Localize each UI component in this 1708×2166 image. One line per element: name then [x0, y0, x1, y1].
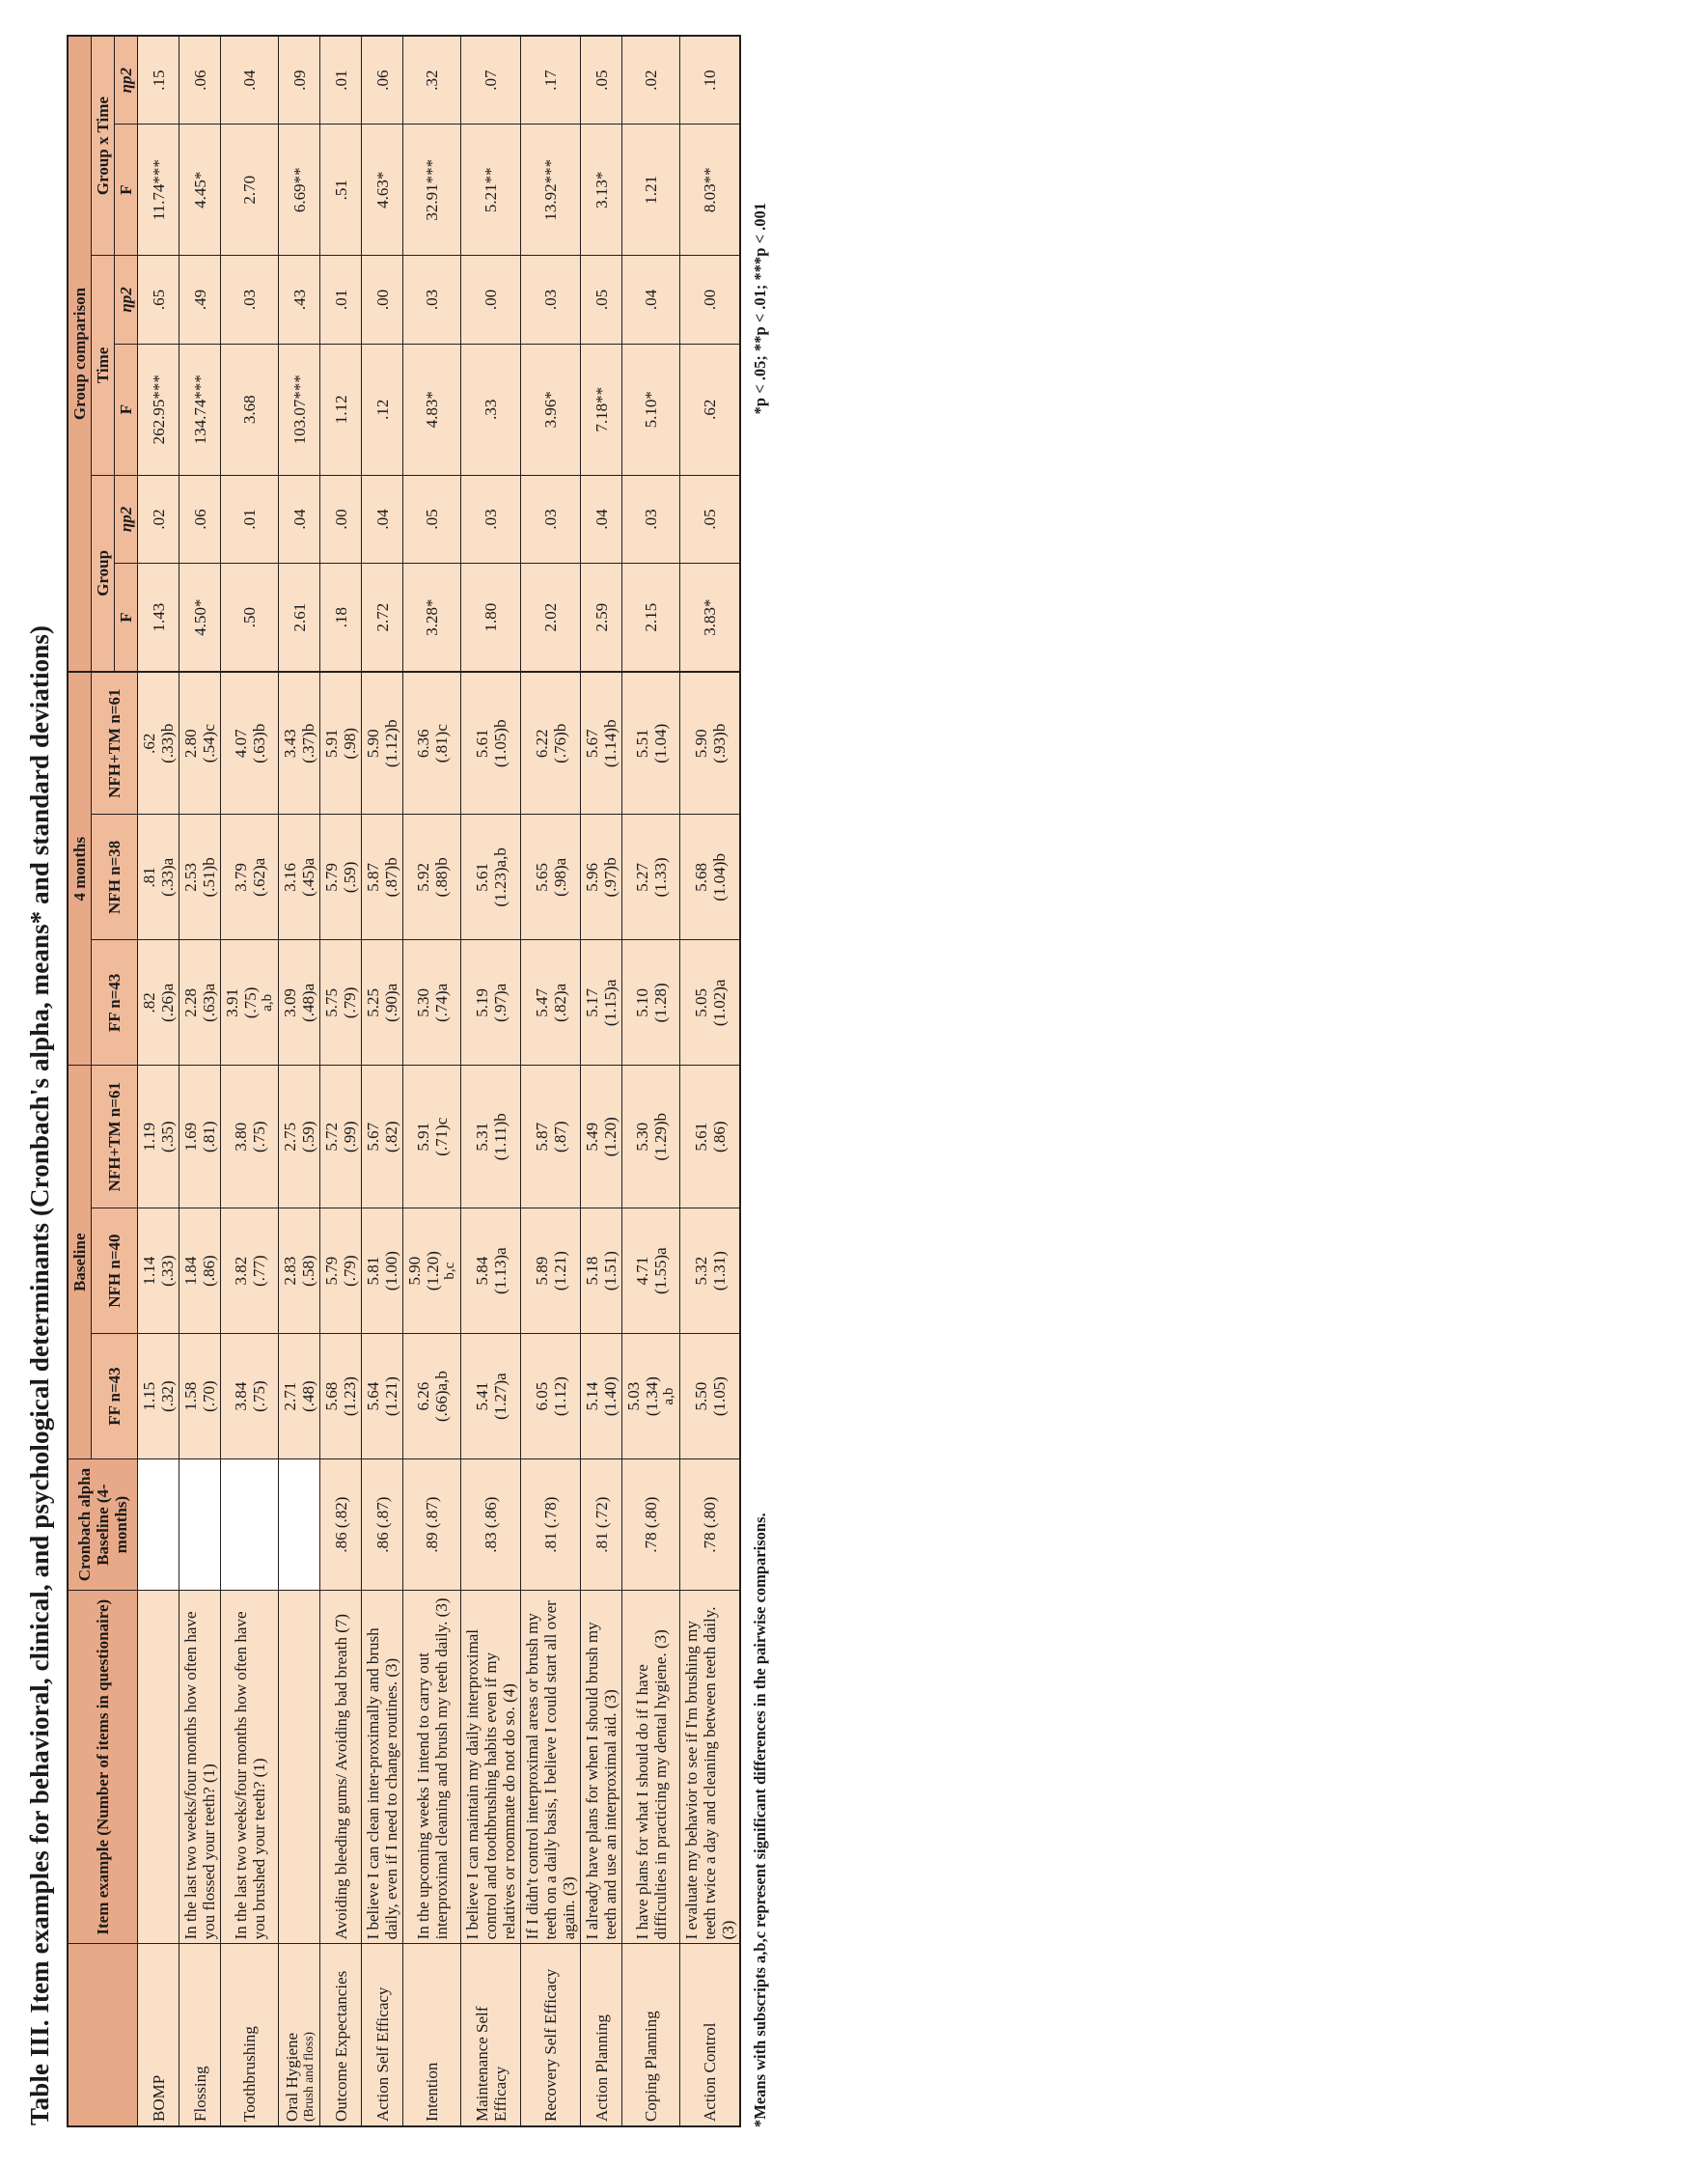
row-cronbach: .78 (.80) — [622, 1459, 680, 1591]
header-4months-ff: FF n=43 — [92, 940, 138, 1066]
cell-time-eta: .03 — [221, 256, 279, 345]
row-cronbach — [221, 1459, 279, 1591]
cell-gxt-eta: .17 — [521, 36, 581, 125]
cell-group-f: 2.61 — [279, 564, 320, 672]
cell-4months-nfh: .81 (.33)a — [138, 815, 179, 940]
row-label-text: Recovery Self Efficacy — [541, 1968, 561, 2122]
cell-gxt-f: 1.21 — [622, 125, 680, 256]
row-label-text: BOMP — [149, 2074, 168, 2122]
cell-4months-nfh: 5.87 (.87)b — [362, 815, 403, 940]
cell-4months-ff: 5.25 (.90)a — [362, 940, 403, 1066]
cell-4months-nfh: 5.79 (.59) — [320, 815, 362, 940]
cell-time-eta: .04 — [622, 256, 680, 345]
cell-4months-nfh: 5.96 (.97)b — [581, 815, 622, 940]
cell-group-f: 3.28* — [403, 564, 461, 672]
table-row — [403, 36, 461, 2126]
row-label-text: Maintenance Self Efficacy — [472, 2006, 510, 2122]
cell-time-f: 7.18** — [581, 344, 622, 475]
cell-baseline-nfh: 5.84 (1.13)a — [461, 1208, 521, 1334]
cell-4months-nfhtm: 5.90 (.93)b — [680, 672, 741, 815]
cell-time-f: 262.95*** — [138, 344, 179, 475]
cell-time-f: .62 — [680, 344, 741, 475]
cell-time-f: 5.10* — [622, 344, 680, 475]
cell-4months-ff: 5.05 (1.02)a — [680, 940, 741, 1066]
cell-group-eta: .04 — [581, 475, 622, 564]
cell-4months-ff: 5.47 (.82)a — [521, 940, 581, 1066]
cell-time-f: 1.12 — [320, 344, 362, 475]
cell-baseline-nfhtm: 5.91 (.71)c — [403, 1066, 461, 1208]
header-blank-corner — [68, 1944, 138, 2126]
row-item: In the last two weeks/four months how often have you flossed your teeth? (1) — [179, 1591, 221, 1944]
row-cronbach: .86 (.82) — [320, 1459, 362, 1591]
cell-time-eta: .03 — [403, 256, 461, 345]
cell-group-eta: .02 — [138, 475, 179, 564]
cell-baseline-ff: 5.68 (1.23) — [320, 1334, 362, 1459]
cell-gxt-f: 13.92*** — [521, 125, 581, 256]
header-row-groups — [68, 36, 92, 2126]
row-label-text: Flossing — [190, 2066, 209, 2122]
cell-4months-nfh: 5.92 (.88)b — [403, 815, 461, 940]
cell-baseline-nfh: 5.18 (1.51) — [581, 1208, 622, 1334]
cell-group-f: 1.80 — [461, 564, 521, 672]
cell-group-eta: .03 — [521, 475, 581, 564]
cell-time-eta: .03 — [521, 256, 581, 345]
cell-4months-nfh: 3.79 (.62)a — [221, 815, 279, 940]
cell-4months-nfhtm: 6.22 (.76)b — [521, 672, 581, 815]
cell-gxt-eta: .09 — [279, 36, 320, 125]
header-group-eta: ηp2 — [115, 475, 138, 564]
cell-baseline-nfh: 5.90 (1.20) b,c — [403, 1208, 461, 1334]
cell-4months-nfhtm: 5.91 (.98) — [320, 672, 362, 815]
cell-time-f: 4.83* — [403, 344, 461, 475]
cell-group-eta: .06 — [179, 475, 221, 564]
cell-group-eta: .03 — [461, 475, 521, 564]
cell-4months-nfhtm: 4.07 (.63)b — [221, 672, 279, 815]
cell-time-f: .33 — [461, 344, 521, 475]
row-item: I believe I can maintain my daily interproximal control and toothbrushing habits even if my relatives or roommate do not do so. (4) — [461, 1591, 521, 1944]
cell-4months-nfh: 5.65 (.98)a — [521, 815, 581, 940]
cell-gxt-eta: .05 — [581, 36, 622, 125]
cell-4months-nfhtm: 5.61 (1.05)b — [461, 672, 521, 815]
table-row — [179, 36, 221, 2126]
row-item: In the last two weeks/four months how often have you brushed your teeth? (1) — [221, 1591, 279, 1944]
cell-time-f: 134.74*** — [179, 344, 221, 475]
cell-baseline-ff: 6.05 (1.12) — [521, 1334, 581, 1459]
cell-baseline-nfh: 5.79 (.79) — [320, 1208, 362, 1334]
cell-4months-ff: 5.19 (.97)a — [461, 940, 521, 1066]
row-item: Avoiding bleeding gums/ Avoiding bad breath (7) — [320, 1591, 362, 1944]
cell-4months-nfhtm: .62 (.33)b — [138, 672, 179, 815]
cell-group-f: 2.15 — [622, 564, 680, 672]
cell-time-eta: .00 — [362, 256, 403, 345]
cell-baseline-nfh: 1.14 (.33) — [138, 1208, 179, 1334]
cell-4months-ff: 5.30 (.74)a — [403, 940, 461, 1066]
table-row — [581, 36, 622, 2126]
table-row — [138, 36, 179, 2126]
cell-gxt-f: 11.74*** — [138, 125, 179, 256]
page-title: Table III. Item examples for behavioral, clinical, and psychological determinants (Cronbach's alpha, means* and standard deviations) — [25, 625, 54, 2125]
cell-group-eta: .00 — [320, 475, 362, 564]
footnote-significance: *p < .05; **p < .01; ***p < .001 — [751, 203, 770, 415]
header-4months-nfh: NFH n=38 — [92, 815, 138, 940]
cell-time-eta: .05 — [581, 256, 622, 345]
cell-baseline-nfh: 5.81 (1.00) — [362, 1208, 403, 1334]
cell-group-f: .50 — [221, 564, 279, 672]
cell-group-eta: .04 — [279, 475, 320, 564]
row-item: I believe I can clean inter-proximally and brush daily, even if I need to change routines. (3) — [362, 1591, 403, 1944]
row-cronbach: .78 (.80) — [680, 1459, 741, 1591]
row-label — [320, 1944, 362, 2126]
header-4months: 4 months — [68, 672, 92, 1066]
cell-gxt-f: 4.45* — [179, 125, 221, 256]
row-cronbach — [138, 1459, 179, 1591]
header-time-eta: ηp2 — [115, 256, 138, 345]
row-label — [279, 1944, 320, 2126]
cell-4months-ff: 5.75 (.79) — [320, 940, 362, 1066]
cell-gxt-eta: .32 — [403, 36, 461, 125]
cell-gxt-eta: .02 — [622, 36, 680, 125]
cell-gxt-eta: .06 — [179, 36, 221, 125]
cell-4months-ff: 3.91 (.75) a,b — [221, 940, 279, 1066]
cell-baseline-nfhtm: 2.75 (.59) — [279, 1066, 320, 1208]
table-row — [521, 36, 581, 2126]
header-gxt-f: F — [115, 125, 138, 256]
row-cronbach: .83 (.86) — [461, 1459, 521, 1591]
row-label-text: Action Control — [701, 2022, 720, 2122]
cell-4months-nfh: 5.61 (1.23)a,b — [461, 815, 521, 940]
row-cronbach — [279, 1459, 320, 1591]
cell-4months-nfh: 2.53 (.51)b — [179, 815, 221, 940]
cell-baseline-ff: 1.58 (.70) — [179, 1334, 221, 1459]
cell-baseline-ff: 3.84 (.75) — [221, 1334, 279, 1459]
cell-baseline-nfhtm: 5.87 (.87) — [521, 1066, 581, 1208]
cell-gxt-f: 5.21** — [461, 125, 521, 256]
table-row — [680, 36, 741, 2126]
row-label — [622, 1944, 680, 2126]
header-baseline-nfhtm: NFH+TM n=61 — [92, 1066, 138, 1208]
cell-4months-nfhtm: 5.67 (1.14)b — [581, 672, 622, 815]
cell-time-eta: .00 — [461, 256, 521, 345]
cell-baseline-nfh: 5.32 (1.31) — [680, 1208, 741, 1334]
cell-baseline-nfhtm: 5.61 (.86) — [680, 1066, 741, 1208]
cell-4months-nfhtm: 5.90 (1.12)b — [362, 672, 403, 815]
cell-baseline-nfhtm: 1.69 (.81) — [179, 1066, 221, 1208]
header-group-comparison: Group comparison — [68, 36, 92, 672]
row-label-text: Intention — [423, 2062, 442, 2122]
table-footnotes — [751, 29, 770, 2127]
cell-baseline-nfh: 1.84 (.86) — [179, 1208, 221, 1334]
cell-4months-nfhtm: 5.51 (1.04) — [622, 672, 680, 815]
row-label-text: Action Planning — [592, 2014, 611, 2122]
cell-baseline-nfhtm: 5.72 (.99) — [320, 1066, 362, 1208]
cell-baseline-ff: 2.71 (.48) — [279, 1334, 320, 1459]
table-row — [461, 36, 521, 2126]
cell-baseline-nfh: 4.71 (1.55)a — [622, 1208, 680, 1334]
cell-group-f: 2.02 — [521, 564, 581, 672]
cell-4months-nfhtm: 6.36 (.81)c — [403, 672, 461, 815]
cell-gxt-eta: .10 — [680, 36, 741, 125]
header-baseline-nfh: NFH n=40 — [92, 1208, 138, 1334]
cell-time-f: 3.68 — [221, 344, 279, 475]
cell-group-eta: .04 — [362, 475, 403, 564]
cell-baseline-nfh: 5.89 (1.21) — [521, 1208, 581, 1334]
cell-time-f: 103.07*** — [279, 344, 320, 475]
cell-4months-nfhtm: 3.43 (.37)b — [279, 672, 320, 815]
row-item — [138, 1591, 179, 1944]
cell-time-eta: .65 — [138, 256, 179, 345]
cell-gxt-f: 2.70 — [221, 125, 279, 256]
row-label — [581, 1944, 622, 2126]
cell-group-f: 1.43 — [138, 564, 179, 672]
cell-baseline-ff: 5.14 (1.40) — [581, 1334, 622, 1459]
cell-gxt-f: 6.69** — [279, 125, 320, 256]
row-label-text: Action Self Efficacy — [372, 1986, 392, 2122]
header-4months-nfhtm: NFH+TM n=61 — [92, 672, 138, 815]
row-item: I have plans for what I should do if I have difficulties in practicing my dental hygiene. (3) — [622, 1591, 680, 1944]
cell-4months-nfhtm: 2.80 (.54)c — [179, 672, 221, 815]
cell-baseline-nfhtm: 5.49 (1.20) — [581, 1066, 622, 1208]
cell-group-eta: .05 — [680, 475, 741, 564]
row-item: In the upcoming weeks I intend to carry out interproximal cleaning and brush my teeth daily. (3) — [403, 1591, 461, 1944]
row-cronbach: .86 (.87) — [362, 1459, 403, 1591]
cell-4months-ff: .82 (.26)a — [138, 940, 179, 1066]
cell-gxt-f: 4.63* — [362, 125, 403, 256]
row-label — [403, 1944, 461, 2126]
row-label — [221, 1944, 279, 2126]
cell-gxt-eta: .04 — [221, 36, 279, 125]
cell-group-f: 2.72 — [362, 564, 403, 672]
row-cronbach: .89 (.87) — [403, 1459, 461, 1591]
header-group-f: F — [115, 564, 138, 672]
header-time-f: F — [115, 344, 138, 475]
header-group: Group — [92, 475, 115, 672]
header-group-x-time: Group x Time — [92, 36, 115, 256]
cell-baseline-ff: 5.03 (1.34) a,b — [622, 1334, 680, 1459]
cell-baseline-ff: 6.26 (.66)a,b — [403, 1334, 461, 1459]
cell-group-eta: .01 — [221, 475, 279, 564]
cell-4months-ff: 5.17 (1.15)a — [581, 940, 622, 1066]
row-label-subtext: (Brush and floss) — [301, 2032, 317, 2122]
header-baseline: Baseline — [68, 1066, 92, 1459]
row-item: I already have plans for when I should brush my teeth and use an interproximal aid. (3) — [581, 1591, 622, 1944]
cell-time-eta: .49 — [179, 256, 221, 345]
table-row — [622, 36, 680, 2126]
row-item — [279, 1591, 320, 1944]
cell-baseline-nfhtm: 5.30 (1.29)b — [622, 1066, 680, 1208]
cell-baseline-nfh: 3.82 (.77) — [221, 1208, 279, 1334]
cell-time-eta: .00 — [680, 256, 741, 345]
cell-group-f: 3.83* — [680, 564, 741, 672]
row-item: I evaluate my behavior to see if I'm brushing my teeth twice a day and cleaning between teeth daily. (3) — [680, 1591, 741, 1944]
cell-group-eta: .03 — [622, 475, 680, 564]
cell-group-eta: .05 — [403, 475, 461, 564]
row-label-text: Coping Planning — [642, 2011, 661, 2122]
cell-baseline-nfhtm: 5.67 (.82) — [362, 1066, 403, 1208]
table-row — [221, 36, 279, 2126]
cell-baseline-ff: 1.15 (.32) — [138, 1334, 179, 1459]
cell-baseline-nfhtm: 3.80 (.75) — [221, 1066, 279, 1208]
table-row — [279, 36, 320, 2126]
row-item: If I didn't control interproximal areas or brush my teeth on a daily basis, I believe I could start all over again. (3) — [521, 1591, 581, 1944]
cell-baseline-nfhtm: 5.31 (1.11)b — [461, 1066, 521, 1208]
row-label — [521, 1944, 581, 2126]
row-label — [461, 1944, 521, 2126]
cell-baseline-ff: 5.64 (1.21) — [362, 1334, 403, 1459]
row-cronbach — [179, 1459, 221, 1591]
cell-baseline-ff: 5.41 (1.27)a — [461, 1334, 521, 1459]
cell-gxt-eta: .07 — [461, 36, 521, 125]
cell-gxt-eta: .15 — [138, 36, 179, 125]
header-cronbach: Cronbach alpha Baseline (4-months) — [68, 1459, 138, 1591]
row-label — [138, 1944, 179, 2126]
row-label — [179, 1944, 221, 2126]
cell-time-f: 3.96* — [521, 344, 581, 475]
data-table — [67, 35, 741, 2127]
cell-baseline-nfhtm: 1.19 (.35) — [138, 1066, 179, 1208]
cell-time-f: .12 — [362, 344, 403, 475]
row-cronbach: .81 (.72) — [581, 1459, 622, 1591]
table-row — [320, 36, 362, 2126]
cell-group-f: .18 — [320, 564, 362, 672]
cell-time-eta: .01 — [320, 256, 362, 345]
header-time: Time — [92, 256, 115, 476]
cell-group-f: 4.50* — [179, 564, 221, 672]
cell-baseline-nfh: 2.83 (.58) — [279, 1208, 320, 1334]
row-label — [362, 1944, 403, 2126]
cell-4months-nfh: 5.27 (1.33) — [622, 815, 680, 940]
cell-gxt-f: 3.13* — [581, 125, 622, 256]
header-item-example: Item example (Number of items in questionaire) — [68, 1591, 138, 1944]
cell-4months-ff: 2.28 (.63)a — [179, 940, 221, 1066]
row-cronbach: .81 (.78) — [521, 1459, 581, 1591]
row-label-text: Outcome Expectancies — [331, 1970, 350, 2122]
cell-gxt-f: .51 — [320, 125, 362, 256]
cell-gxt-f: 8.03** — [680, 125, 741, 256]
footnote-means: *Means with subscripts a,b,c represent significant differences in the pairwise comparisons. — [751, 1513, 770, 2127]
cell-4months-ff: 5.10 (1.28) — [622, 940, 680, 1066]
table-row — [362, 36, 403, 2126]
row-label-text: Toothbrushing — [240, 2026, 260, 2122]
cell-4months-nfh: 5.68 (1.04)b — [680, 815, 741, 940]
cell-4months-nfh: 3.16 (.45)a — [279, 815, 320, 940]
row-label — [680, 1944, 741, 2126]
cell-group-f: 2.59 — [581, 564, 622, 672]
row-label-text: Oral Hygiene — [283, 2032, 302, 2122]
header-baseline-ff: FF n=43 — [92, 1334, 138, 1459]
cell-gxt-eta: .01 — [320, 36, 362, 125]
header-gxt-eta: ηp2 — [115, 36, 138, 125]
cell-gxt-f: 32.91*** — [403, 125, 461, 256]
cell-time-eta: .43 — [279, 256, 320, 345]
cell-4months-ff: 3.09 (.48)a — [279, 940, 320, 1066]
cell-gxt-eta: .06 — [362, 36, 403, 125]
cell-baseline-ff: 5.50 (1.05) — [680, 1334, 741, 1459]
